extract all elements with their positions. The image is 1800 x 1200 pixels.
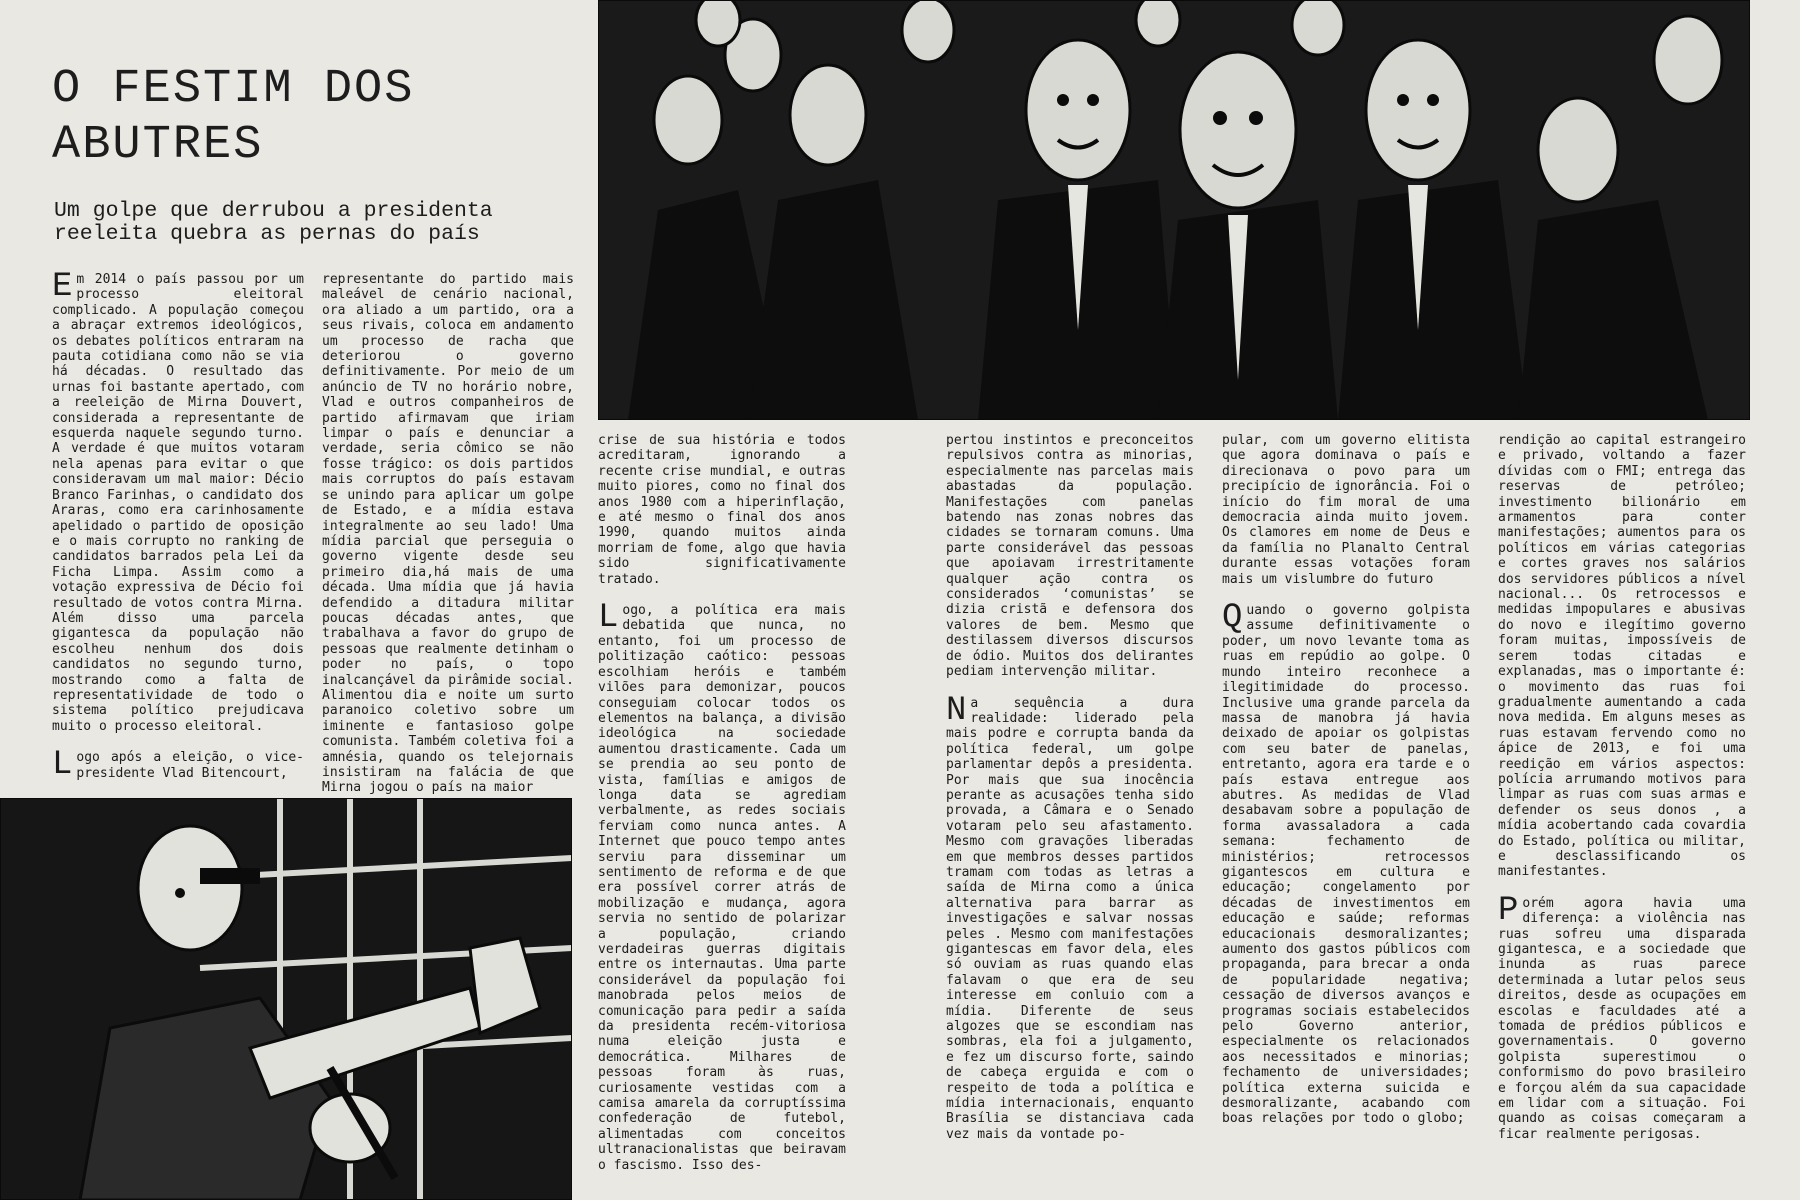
text-column-1 bbox=[52, 268, 304, 785]
crowd-illustration-art bbox=[598, 0, 1750, 420]
crowd-of-politicians-illustration bbox=[598, 0, 1750, 420]
paragraph-text: ogo, a política era mais debatida que nunca, no entanto, foi um processo de politização caótico: pessoas escolhiam heróis e também vilões para demonizar, poucos conseguiam colocar todos os elementos na balança, a divisão ideológica na sociedade aumentou drasticamente. Cada um se prendia ao seu ponto de vista, famílias e amigos de longa data se agrediam verbalmente, as redes sociais ferviam como nunca antes. A Internet que pouco tempo antes serviu para disseminar um sentimento de reforma e de que era possível correr atrás de mobilização e mudança, agora servia no sentido de polarizar a população, criando verdadeiras guerras digitais entre os internautas. Uma parte considerável da população foi manobrada pelos meios de comunicação para pedir a saída da presidenta recém-vitoriosa numa eleição justa e democrática. Milhares de pessoas foram às ruas, curiosamente vestidas com a camisa amarela da corruptíssima confederação de futebol, alimentadas com conceitos ultranacionalistas que beiravam o fascismo. Isso des- bbox=[598, 603, 846, 1173]
speech-illustration-art bbox=[0, 798, 572, 1200]
paragraph-text: pular, com um governo elitista que agora dominava o país e direcionava o povo para um precipício de ignorância. Foi o início do fim moral de uma democracia ainda muito jovem. Os clamores em nome de Deus e da família no Planalto Central durante essas votações foram mais um vislumbre do futuro bbox=[1222, 433, 1470, 587]
paragraph-text: uando o governo golpista assume definitivamente o poder, um novo levante toma as ruas em repúdio ao golpe. O mundo inteiro reconhece a ilegitimidade do processo. Inclusive uma grande parcela da massa de manobra já havia deixado de apoiar os golpistas com seu bater de panelas, entretanto, agora era tarde e o país estava entregue aos abutres. As medidas de Vlad desabavam sobre a população de forma avassaladora a cada semana: fechamento de ministérios; retrocessos gigantescos em cultura e educação; congelamento por décadas de investimentos em educação e saúde; reformas educacionais desmoralizantes; aumento dos gastos públicos com propaganda, para brecar a onda de popularidade negativa; cessação de diversos avanços e programas sociais estabelecidos pelo Governo anterior, especialmente os relacionados aos necessitados e minorias; fechamento de universidades; política externa suicida e desmoralizante, acabando com boas relações por todo o globo; bbox=[1222, 603, 1470, 1127]
paragraph-text: orém agora havia uma diferença: a violência nas ruas sofreu uma disparada gigantesca, e a sociedade que inunda as ruas parece determinada a lutar pelos seus direitos, desde as ocupações em escolas e faculdades até a tomada de prédios públicos e governamentais. O governo golpista superestimou o conformismo do povo brasileiro e forçou além da sua capacidade em lidar com a situação. Foi quando as coisas começaram a ficar realmente perigosas. bbox=[1498, 895, 1746, 1142]
article-subtitle: Um golpe que derrubou a presidenta reeleita quebra as pernas do país bbox=[54, 199, 493, 246]
drop-cap: N bbox=[946, 691, 967, 730]
paragraph bbox=[1498, 891, 1746, 1143]
paragraph bbox=[946, 691, 1194, 1143]
text-column-2 bbox=[322, 272, 574, 796]
paragraph bbox=[1498, 433, 1746, 880]
paragraph-text: rendição ao capital estrangeiro e privado, voltando a fazer dívidas com o FMI; entrega das reservas de petróleo; investimento bilionário em armamentos para conter manifestações; aumentos para os políticos em várias categorias e cortes graves nos salários dos servidores públicos a nível nacional... Os retrocessos e medidas impopulares e abusivas do novo e ilegítimo governo foram muitas, impossíveis de serem todas citadas e explanadas, mas o importante é: o movimento das ruas foi gradualmente aumentando a cada nova medida. Em alguns meses as ruas estavam fervendo como no ápice de 2013, e foi uma reedição em vários aspectos: polícia arrumando motivos para limpar as ruas com suas armas e defender os seus donos , a mídia acobertando cada covardia do Estado, política ou militar, e desclassificando os manifestantes. bbox=[1498, 433, 1746, 880]
article-title: O FESTIM DOS ABUTRES bbox=[52, 63, 415, 172]
paragraph bbox=[598, 599, 846, 1173]
paragraph bbox=[1222, 599, 1470, 1127]
drop-cap: L bbox=[52, 746, 73, 785]
paragraph bbox=[52, 268, 304, 734]
drop-cap: E bbox=[52, 268, 73, 306]
paragraph bbox=[52, 746, 304, 785]
drop-cap: Q bbox=[1222, 599, 1243, 638]
paragraph-text: m 2014 o país passou por um processo eleitoral complicado. A população começou a abraçar extremos ideológicos, os debates políticos entraram na pauta cotidiana como não se via há décadas. O resultado das urnas foi bastante apertado, com a reeleição de Mirna Douvert, considerada a representante de esquerda naquele segundo turno. A verdade é que muitos votaram nela apenas para evitar o que consideravam um mal maior: Décio Branco Farinhas, o candidato dos Araras, como era carinhosamente apelidado o partido de oposição e o mais corrupto no ranking de candidatos barrados pela Lei da Ficha Limpa. Assim como a votação expressiva de Décio foi resultado de votos contra Mirna. Além disso uma parcela gigantesca da população não escolheu nenhum dos dois candidatos no segundo turno, mostrando como a falta de representatividade de todo o sistema político prejudicava muito o processo eleitoral. bbox=[52, 272, 304, 734]
text-column-5 bbox=[1222, 433, 1470, 1127]
vice-president-speech-illustration bbox=[0, 798, 572, 1200]
paragraph-text: representante do partido mais maleável de cenário nacional, ora aliado a um partido, ora a seus rivais, coloca em andamento um processo de racha que deteriorou o governo definitivamente. Por meio de um anúncio de TV no horário nobre, Vlad e outros companheiros de partido afirmavam que iriam limpar o país e denunciar a verdade, seria cômico se não fosse trágico: os dois partidos mais corruptos do país estavam se unindo para aplicar um golpe de Estado, e a mídia estava integralmente ao seu lado! Uma mídia parcial que perseguia o governo vigente desde seu primeiro dia,há mais de uma década. Uma mídia que já havia defendido a ditadura militar poucas décadas antes, que trabalhava a favor do grupo de pessoas que realmente detinham o poder no país, o topo inalcançável da pirâmide social. Alimentou dia e noite um surto paranoico coletivo sobre um iminente e fantasioso golpe comunista. Também coletiva foi a amnésia, quando os telejornais insistiram na falácia de que Mirna jogou o país na maior bbox=[322, 272, 574, 796]
text-column-6 bbox=[1498, 433, 1746, 1142]
drop-cap: P bbox=[1498, 891, 1519, 930]
paragraph-text: pertou instintos e preconceitos repulsivos contra as minorias, especialmente nas parcelas mais abastadas da população. Manifestações com panelas batendo nas zonas nobres das cidades se tornaram comuns. Uma parte considerável das pessoas que apoiavam irrestritamente qualquer ação contra os considerados ‘comunistas’ se dizia cristã e defensora dos valores de bem. Mesmo que destilassem diversos discursos de ódio. Muitos dos delirantes pediam intervenção militar. bbox=[946, 433, 1194, 680]
paragraph-text: ogo após a eleição, o vice-presidente Vlad Bitencourt, bbox=[76, 750, 304, 781]
paragraph bbox=[1222, 433, 1470, 587]
paragraph-text: a sequência a dura realidade: liderado pela mais podre e corrupta banda da política federal, um golpe parlamentar depôs a presidenta. Por mais que sua inocência perante as acusações tenha sido provada, a Câmara e o Senado votaram pelo seu afastamento. Mesmo com gravações liberadas em que membros desses partidos tramam com todas as letras a saída de Mirna como a única alternativa para barrar as investigações e salvar nossas peles . Mesmo com manifestações gigantescas em favor dela, eles só ouviam as ruas quando elas falavam o que era de seu interesse em conluio com a mídia. Diferente de seus algozes que se escondiam nas sombras, ela foi a julgamento, e fez um discurso forte, saindo de cabeça erguida e com o respeito de toda a política e mídia internacionais, enquanto Brasília se distanciava cada vez mais da vontade po- bbox=[946, 695, 1194, 1142]
paragraph bbox=[946, 433, 1194, 680]
paragraph bbox=[598, 433, 846, 587]
text-column-3 bbox=[598, 433, 846, 1173]
paragraph-text: crise de sua história e todos acreditaram, ignorando a recente crise mundial, e outras muito piores, como no final dos anos 1980 com a hiperinflação, e até mesmo o final dos anos 1990, quando muitos ainda morriam de fome, algo que havia sido significativamente tratado. bbox=[598, 433, 846, 587]
drop-cap: L bbox=[598, 599, 619, 638]
text-column-4 bbox=[946, 433, 1194, 1142]
paragraph bbox=[322, 272, 574, 796]
